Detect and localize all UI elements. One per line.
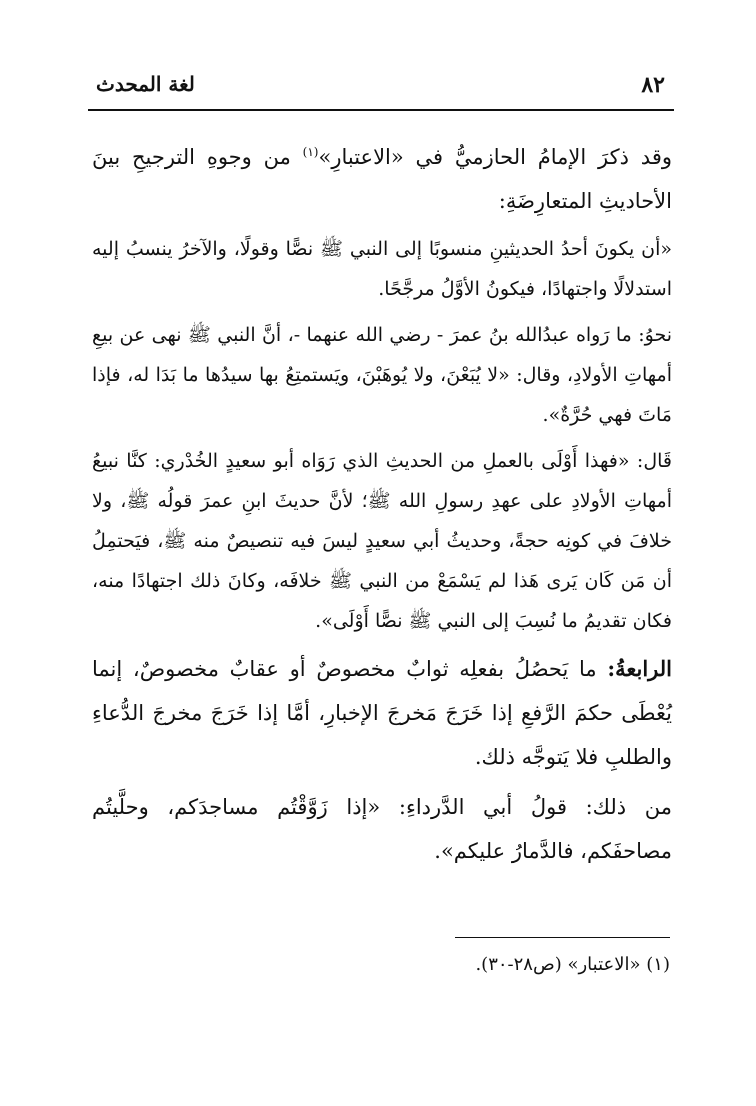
paragraph-intro-text-after: من وجوهِ الترجيحِ بينَ الأحاديثِ المتعارِضَةِ: [92,145,672,213]
paragraph-example-2: من ذلك: قولُ أبي الدَّرداءِ: «إذا زَوَّقْتُم مساجدَكم، وحلَّيتُم مصاحفَكم، فالدَّمارُ عليكم». [92,795,672,863]
paragraph-fourth-label: الرابعةُ: [607,656,672,681]
main-text [92,130,672,879]
footnote-rule [455,937,670,938]
header-rule [88,109,674,111]
paragraph-fourth-text: ما يَحصُلُ بفعلِه ثوابٌ مخصوصٌ أو عقابٌ مخصوصٌ، إنما يُعْطَى حكمَ الرَّفعِ إذا خَرَجَ مَخرجَ الإخبارِ، أمَّا إذا خَرَجَ مخرجَ الدُّعاءِ والطلبِ فلا يَتوجَّه ذلك. [92,657,672,769]
page-header [90,68,673,104]
paragraph-intro-text-before: وقد ذكرَ الإمامُ الحازميُّ في «الاعتبارِ» [318,145,673,169]
paragraph-quote-1: «أن يكونَ أحدُ الحديثينِ منسوبًا إلى النبي ﷺ نصًّا وقولًا، والآخرُ ينسبُ إليه استدلالًا واجتهادًا، فيكونُ الأوَّلُ مرجَّحًا. [92,238,672,300]
footnote-marker[interactable]: (١) [302,145,319,159]
footnote: (١) «الاعتبار» (ص٢٨-٣٠). [475,954,670,975]
paragraph-fourth [92,647,672,779]
paragraph-example: نحوُ: ما رَواه عبدُالله بنُ عمرَ - رضي الله عنهما -، أنَّ النبي ﷺ نهى عن بيعِ أمهاتِ الأولادِ، وقال: «لا يُبَعْنَ، ولا يُوهَبْنَ، ويَستمتِعُ بها سيدُها ما بَدَا له، فإذا مَاتَ فهي حُرَّةٌ». [92,324,672,426]
page-number: ٨٢ [641,72,665,98]
paragraph-quote-2: قَال: «فهذا أَوْلَى بالعملِ من الحديثِ الذي رَوَاه أبو سعيدٍ الخُدْري: كنَّا نبيعُ أمهاتِ الأولادِ على عهدِ رسولِ الله ﷺ؛ لأنَّ حديثَ ابنِ عمرَ قولُه ﷺ، ولا خلافَ في كونِه حجةً، وحديثُ أبي سعيدٍ ليسَ فيه تنصيصٌ منه ﷺ، فيَحتمِلُ أن مَن كَان يَرى هَذا لم يَسْمَعْ من النبي ﷺ خلافَه، وكانَ ذلك اجتهادًا منه، فكان تقديمُ ما نُسِبَ إلى النبي ﷺ نصًّا أَوْلَى». [92,450,672,632]
paragraph-intro [92,130,672,223]
running-title: لغة المحدث [96,72,195,96]
